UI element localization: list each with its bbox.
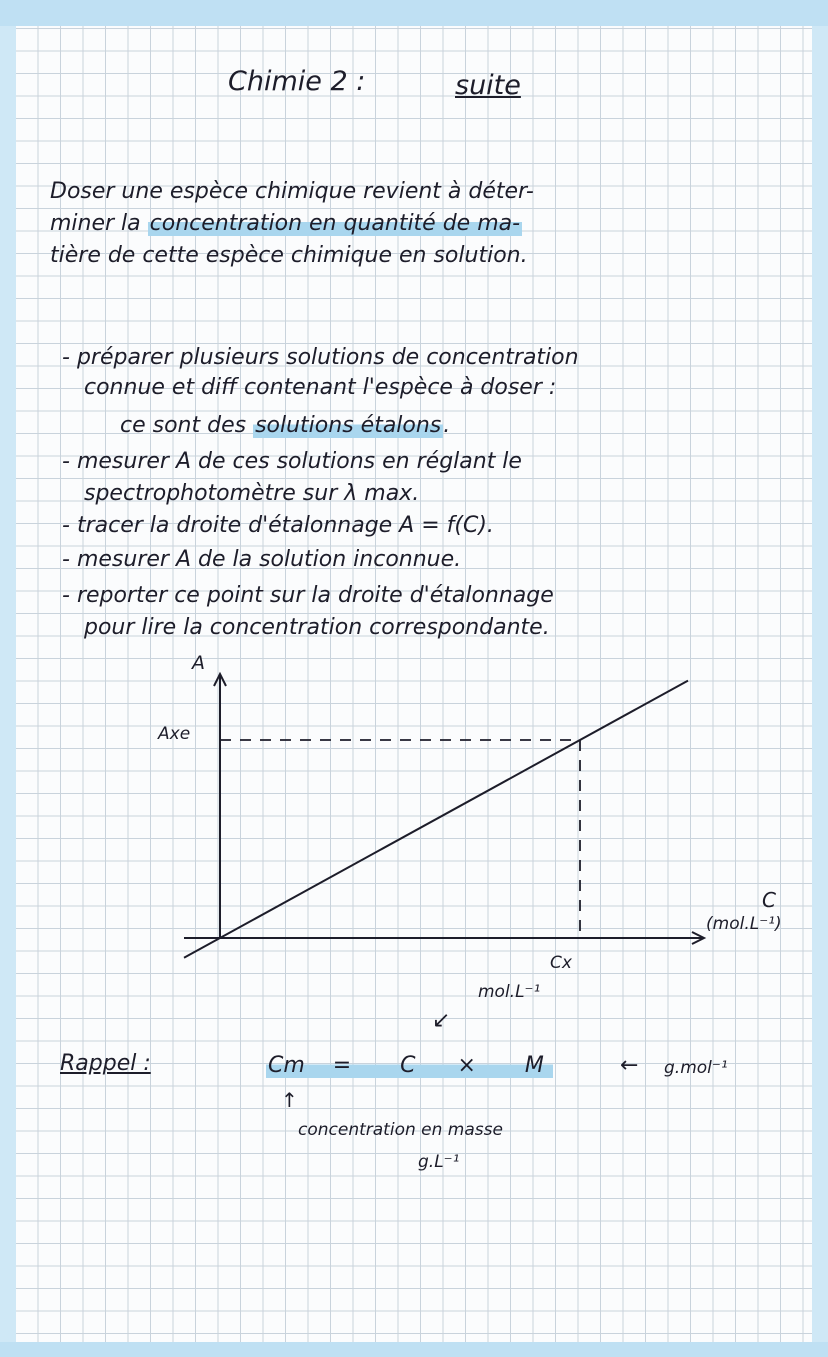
formula-c-symbol: C xyxy=(400,1053,416,1078)
c-arrow: ↙ xyxy=(432,1008,451,1033)
step-line-5: spectrophotomètre sur λ max. xyxy=(84,481,420,506)
x-axis-label: C xyxy=(762,888,776,912)
x-mark-unit: mol.L⁻¹ xyxy=(478,982,541,1002)
step-bullet: - xyxy=(62,345,70,370)
title-suite-text: suite xyxy=(455,70,521,101)
step-3-prefix: ce sont des xyxy=(120,413,254,438)
step-text: mesurer A de ces solutions en réglant le xyxy=(76,449,522,474)
y-axis-label: A xyxy=(192,652,205,674)
x-axis-unit: (mol.L⁻¹) xyxy=(706,914,782,934)
step-line-2: connue et diff contenant l'espèce à doser : xyxy=(84,375,557,400)
formula-m-symbol: M xyxy=(524,1053,544,1078)
intro-line-2-prefix: miner la xyxy=(50,211,148,236)
formula-highlight xyxy=(266,1053,553,1078)
intro-highlight: concentration en quantité de ma- xyxy=(149,211,521,236)
page-title: Chimie 2 : xyxy=(228,66,366,97)
m-arrow: ← xyxy=(620,1053,639,1078)
step-text: mesurer A de la solution inconnue. xyxy=(76,547,462,572)
cm-arrow: ↑ xyxy=(281,1088,298,1112)
x-mark-label: Cx xyxy=(550,953,572,973)
step-bullet: - xyxy=(62,513,70,538)
formula-times: × xyxy=(457,1053,476,1078)
m-unit: g.mol⁻¹ xyxy=(664,1058,728,1078)
cm-unit: g.L⁻¹ xyxy=(418,1152,460,1172)
y-mark-label: Axe xyxy=(158,724,191,744)
step-text: préparer plusieurs solutions de concentration xyxy=(76,345,579,370)
calibration-line xyxy=(184,681,688,958)
formula-cm-symbol: Cm xyxy=(268,1053,305,1078)
solutions-etalons-highlight: solutions étalons xyxy=(255,413,442,438)
intro-line-1: Doser une espèce chimique revient à déter- xyxy=(50,179,534,204)
cm-description: concentration en masse xyxy=(298,1120,503,1140)
intro-line-3: tière de cette espèce chimique en solution. xyxy=(50,243,528,268)
step-line-9: pour lire la concentration correspondante. xyxy=(84,615,550,640)
step-bullet: - xyxy=(62,449,70,474)
step-bullet: - xyxy=(62,547,70,572)
chart-layer xyxy=(184,674,704,958)
step-text: tracer la droite d'étalonnage A = f(C). xyxy=(76,513,494,538)
step-bullet: - xyxy=(62,583,70,608)
formula-cm xyxy=(266,1054,553,1078)
rappel-label xyxy=(60,1052,151,1076)
formula-equals: = xyxy=(332,1053,352,1078)
rappel-label-text: Rappel : xyxy=(60,1051,151,1076)
step-3-suffix: . xyxy=(443,413,451,438)
step-text: reporter ce point sur la droite d'étalonnage xyxy=(76,583,554,608)
